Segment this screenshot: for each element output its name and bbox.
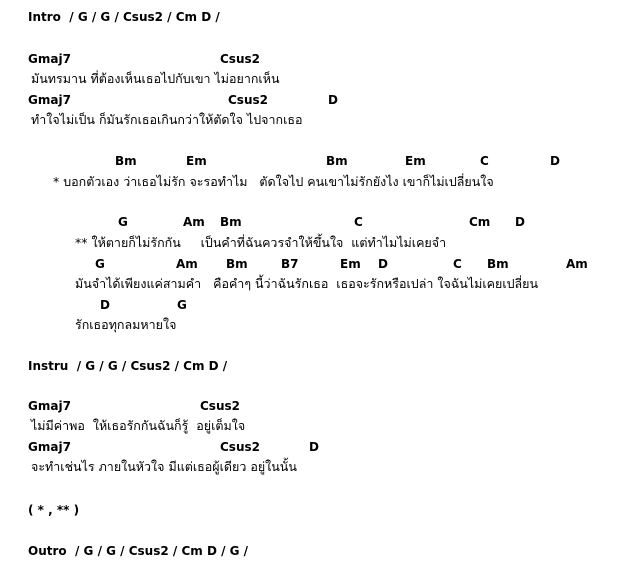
chord: Csus2 (228, 93, 268, 107)
repeat-marker: ( * , ** ) (28, 503, 80, 517)
chord: Bm (226, 257, 248, 271)
chord: Em (340, 257, 361, 271)
lyric-line: จะทำเช่นไร ภายในหัวใจ มีแต่เธอผู้เดียว อยู่ในนั้น (31, 459, 297, 474)
lyric-line: ทำใจไม่เป็น ก็มันรักเธอเกินกว่าให้ตัดใจ ไปจากเธอ (31, 112, 303, 127)
lyric-line: ไม่มีค่าพอ ให้เธอรักกันฉันก็รู้ อยู่เต็มใจ (31, 418, 246, 433)
chord: Gmaj7 (28, 440, 71, 454)
chord: Gmaj7 (28, 399, 71, 413)
chord: C (354, 215, 363, 229)
chord: C (480, 154, 489, 168)
lyric-line: มันทรมาน ที่ต้องเห็นเธอไปกับเขา ไม่อยากเห็น (31, 71, 280, 86)
chord: G (118, 215, 128, 229)
chord: Em (186, 154, 207, 168)
lyric-line: ** ให้ตายก็ไม่รักกัน เป็นคำที่ฉันควรจำให้ขึ้นใจ แต่ทำไมไม่เคยจำ (75, 235, 447, 250)
outro-line: Outro / G / G / Csus2 / Cm D / G / (28, 544, 249, 558)
chord: G (95, 257, 105, 271)
chord: Bm (487, 257, 509, 271)
chord: Bm (326, 154, 348, 168)
chord: Cm (469, 215, 491, 229)
chord: Csus2 (220, 52, 260, 66)
chord: Em (405, 154, 426, 168)
chord: Csus2 (220, 440, 260, 454)
chord: Bm (115, 154, 137, 168)
chord: Csus2 (200, 399, 240, 413)
chord: G (177, 298, 187, 312)
chord: D (100, 298, 110, 312)
lyric-line: รักเธอทุกลมหายใจ (75, 317, 177, 332)
chord: Gmaj7 (28, 52, 71, 66)
chord: B7 (281, 257, 299, 271)
chord: Gmaj7 (28, 93, 71, 107)
chord: C (453, 257, 462, 271)
chord: Am (566, 257, 588, 271)
lyric-line: * บอกตัวเอง ว่าเธอไม่รัก จะรอทำไม ตัดใจไป คนเขาไม่รักยังไง เขาก็ไม่เปลี่ยนใจ (53, 174, 494, 189)
lyric-line: มันจำได้เพียงแค่สามคำ คือคำๆ นี้ว่าฉันรักเธอ เธอจะรักหรือเปล่า ใจฉันไม่เคยเปลี่ยน (75, 276, 539, 291)
chord: Am (176, 257, 198, 271)
chord: D (309, 440, 319, 454)
chord: D (515, 215, 525, 229)
chord: Bm (220, 215, 242, 229)
chord: D (378, 257, 388, 271)
intro-line: Intro / G / G / Csus2 / Cm D / (28, 10, 220, 24)
chord: D (550, 154, 560, 168)
instru-line: Instru / G / G / Csus2 / Cm D / (28, 359, 228, 373)
chord: D (328, 93, 338, 107)
chord: Am (183, 215, 205, 229)
